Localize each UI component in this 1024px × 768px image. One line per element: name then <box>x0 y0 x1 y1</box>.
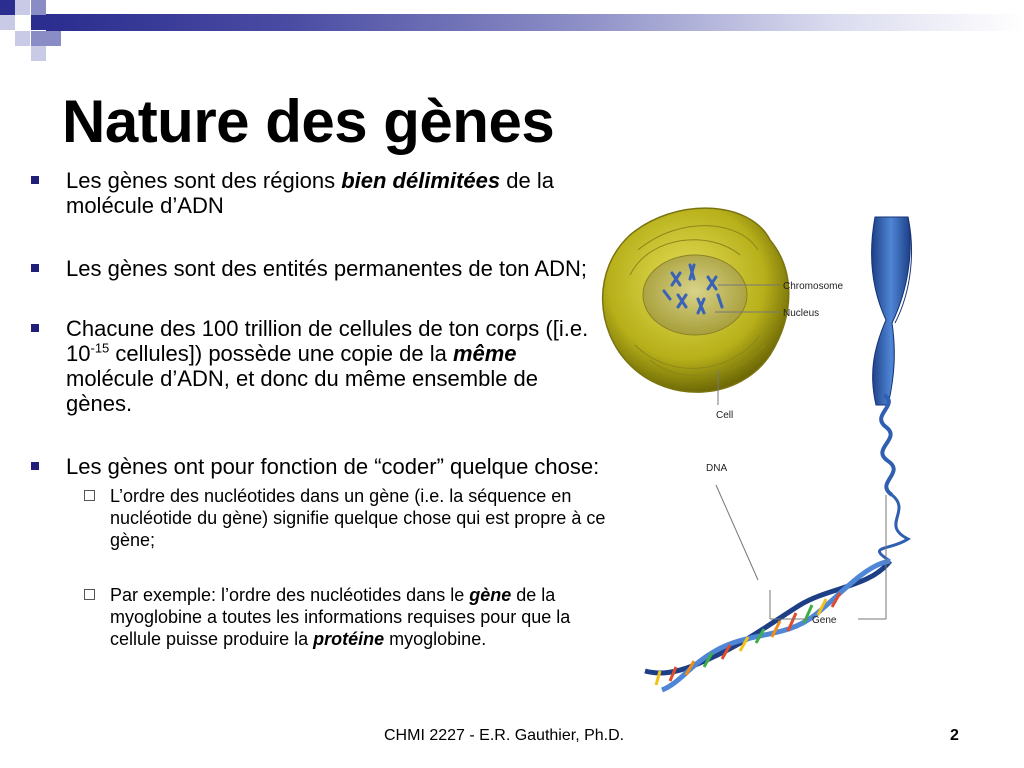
sub-bullet-text: L’ordre des nucléotides dans un gène (i.e. la séquence en nucléotide du gène) signifie quelque chose qui est propre à ce gène; <box>110 486 606 550</box>
sub-bullet-text: Par exemple: l’ordre des nucléotides dans le <box>110 585 470 605</box>
bullet-item <box>26 454 606 650</box>
label-nucleus: Nucleus <box>783 308 820 319</box>
sub-bullet-emphasis: protéine <box>313 629 385 649</box>
bullet-text: de la molécule d’ADN <box>66 168 554 218</box>
sub-bullet-text: de la myoglobine a toutes les informations requises pour que la cellule puisse produire la <box>110 585 571 649</box>
bullet-list <box>26 168 606 650</box>
bullet-item <box>26 168 606 218</box>
corner-square <box>15 31 30 46</box>
label-dna: DNA <box>706 463 728 474</box>
corner-square <box>31 15 46 30</box>
bullet-emphasis: même <box>452 341 517 366</box>
superscript: -15 <box>90 340 110 356</box>
square-bullet-icon <box>31 462 39 470</box>
label-gene: Gene <box>812 615 837 626</box>
hollow-square-bullet-icon <box>84 490 95 501</box>
square-bullet-icon <box>31 176 39 184</box>
corner-square <box>0 15 15 30</box>
header-gradient-band <box>46 14 1024 31</box>
square-bullet-icon <box>31 264 39 272</box>
corner-square <box>31 0 46 15</box>
bullet-emphasis: bien délimitées <box>341 168 501 193</box>
slide-title: Nature des gènes <box>62 88 555 155</box>
cell-graphic <box>603 208 789 392</box>
label-cell: Cell <box>716 410 734 421</box>
dna-helix-graphic <box>645 561 890 690</box>
footer-text: CHMI 2227 - E.R. Gauthier, Ph.D. <box>384 727 625 744</box>
sub-bullet-emphasis: gène <box>469 585 512 605</box>
bullet-text: Les gènes ont pour fonction de “coder” quelque chose: <box>66 454 600 479</box>
label-chromosome: Chromosome <box>783 281 844 292</box>
hollow-square-bullet-icon <box>84 589 95 600</box>
bullet-item <box>26 316 606 416</box>
cell-chromosome-dna-illustration <box>590 195 950 695</box>
corner-square <box>15 0 30 15</box>
square-bullet-icon <box>31 324 39 332</box>
bullet-text: molécule d’ADN, et donc du même ensemble de gènes. <box>66 366 539 416</box>
sub-bullet-list <box>66 485 606 650</box>
header-decoration <box>0 0 1024 62</box>
page-number: 2 <box>950 727 959 744</box>
chromosome-graphic <box>872 217 912 561</box>
bullet-text: cellules]) possède une copie de la <box>109 341 453 366</box>
bullet-text: Les gènes sont des entités permanentes de ton ADN; <box>66 256 587 281</box>
corner-square <box>31 46 46 61</box>
sub-bullet-item <box>66 584 606 650</box>
bullet-item <box>26 256 606 281</box>
corner-square <box>31 31 46 46</box>
sub-bullet-item <box>66 485 606 551</box>
sub-bullet-text: myoglobine. <box>384 629 487 649</box>
bullet-text: Chacune des 100 trillion de cellules de ton corps ([i.e. 10 <box>66 316 589 366</box>
bullet-text: Les gènes sont des régions <box>66 168 342 193</box>
corner-square <box>46 31 61 46</box>
corner-square <box>0 0 15 15</box>
